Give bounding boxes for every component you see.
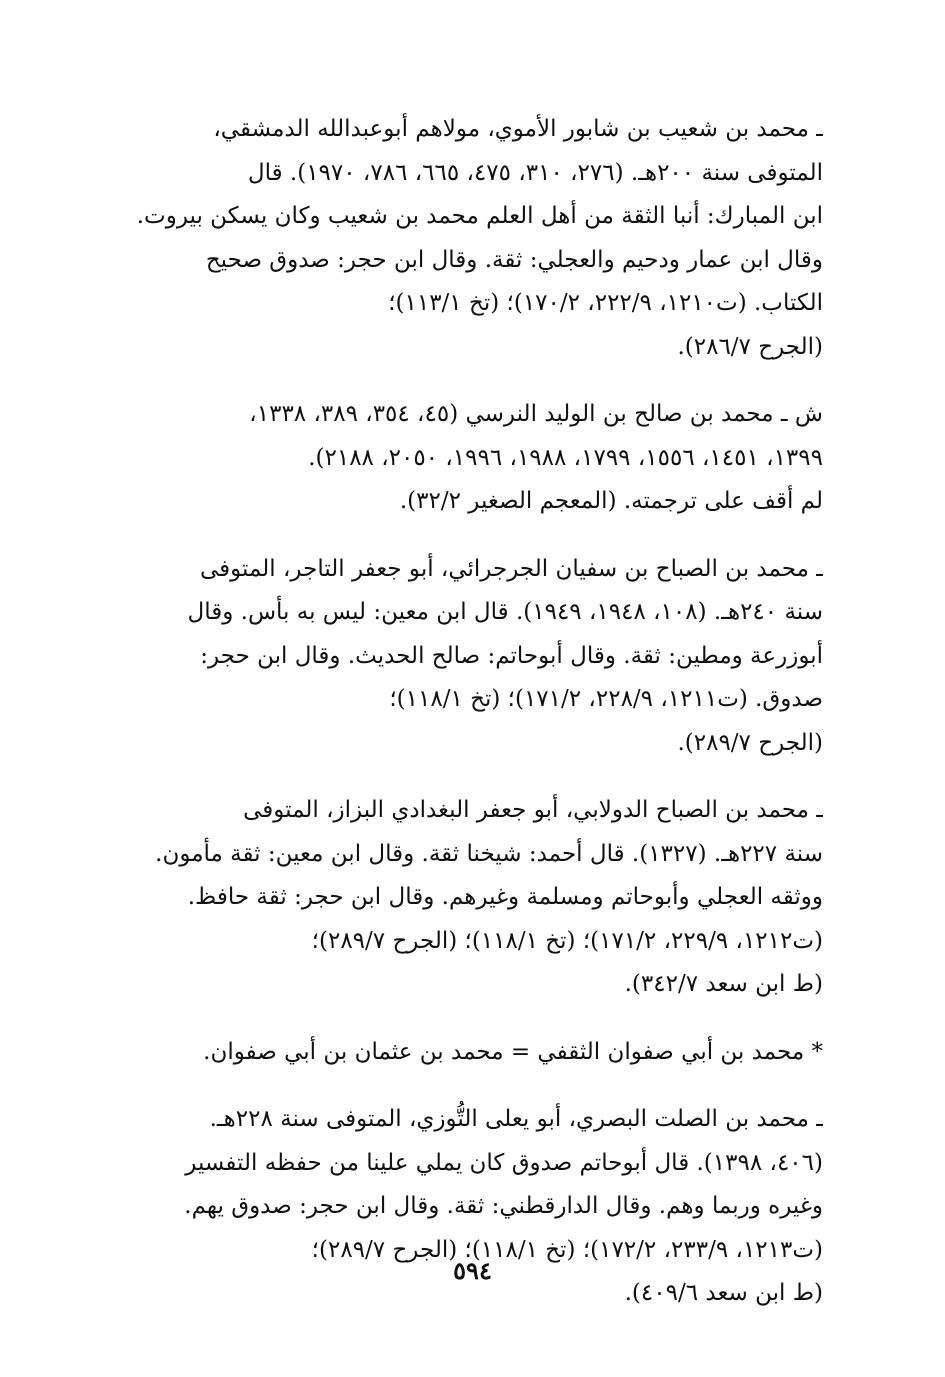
entry-line: أبوزرعة ومطين: ثقة. وقال أبوحاتم: صالح الحديث. وقال ابن حجر: [200,642,823,669]
entry-line: سنة ٢٢٧هـ. (١٣٢٧). قال أحمد: شيخنا ثقة. وقال ابن معين: ثقة مأمون. [155,840,823,867]
entry-line: (ت١٢١٣، ٢٣٣/٩، ١٧٢/٢)؛ (تخ ١١٨/١)؛ (الجرح ٢٨٩/٧)؛ [311,1236,823,1263]
entry-line: ووثقه العجلي وأبوحاتم ومسلمة وغيرهم. وقال ابن حجر: ثقة حافظ. [187,884,823,910]
biography-entry-sabbah-dulabi [122,789,823,1007]
entry-line: (ط ابن سعد ٤٠٩/٦). [624,1280,823,1306]
cross-reference-entry [122,1031,823,1075]
entry-line: صدوق. (ت١٢١١، ٢٢٨/٩، ١٧١/٢)؛ (تخ ١١٨/١)؛ [389,686,823,712]
entry-line: ابن المبارك: أنبا الثقة من أهل العلم محمد بن شعيب وكان يسكن بيروت. [136,203,823,229]
entry-line: (ت١٢١٢، ٢٢٩/٩، ١٧١/٢)؛ (تخ ١١٨/١)؛ (الجرح ٢٨٩/٧)؛ [311,927,823,954]
biography-entry-salih [122,393,823,524]
entry-line: ـ محمد بن شعيب بن شابور الأموي، مولاهم أبوعبدالله الدمشقي، [213,116,823,142]
entry-line: * محمد بن أبي صفوان الثقفي = محمد بن عثمان بن أبي صفوان. [203,1038,823,1065]
entry-line: ش ـ محمد بن صالح بن الوليد النرسي (٤٥، ٣٥٤، ٣٨٩، ١٣٣٨، [249,401,823,427]
entry-line: سنة ٢٤٠هـ. (١٠٨، ١٩٤٨، ١٩٤٩). قال ابن معين: ليس به بأس. وقال [187,599,823,625]
entry-line: الكتاب. (ت١٢١٠، ٢٢٢/٩، ١٧٠/٢)؛ (تخ ١١٣/١)؛ [388,290,823,316]
entry-line: ـ محمد بن الصباح بن سفيان الجرجرائي، أبو جعفر التاجر، المتوفى [200,555,823,582]
entry-line: المتوفى سنة ٢٠٠هـ. (٢٧٦، ٣١٠، ٤٧٥، ٦٦٥، ٧٨٦، ١٩٧٠). قال [247,159,823,186]
entry-line: ـ محمد بن الصباح الدولابي، أبو جعفر البغدادي البزاز، المتوفى [243,797,823,823]
biography-entry-sabbah-jarjarai [122,548,823,766]
entry-line: (الجرح ٢٨٩/٧). [677,729,823,756]
entry-line: (٤٠٦، ١٣٩٨). قال أبوحاتم صدوق كان يملي علينا من حفظه التفسير [185,1149,823,1176]
biography-entry-shuayb [122,108,823,369]
entry-line: ـ محمد بن الصلت البصري، أبو يعلى التُّوزي، المتوفى سنة ٢٢٨هـ. [209,1106,823,1132]
entry-line: (ط ابن سعد ٣٤٢/٧). [624,971,823,997]
entry-line: وقال ابن عمار ودحيم والعجلي: ثقة. وقال ابن حجر: صدوق صحيح [205,246,823,273]
entry-line: ١٣٩٩، ١٤٥١، ١٥٥٦، ١٧٩٩، ١٩٨٨، ١٩٩٦، ٢٠٥٠، ٢١٨٨). [308,444,823,471]
entry-line: وغيره وربما وهم. وقال الدارقطني: ثقة. وقال ابن حجر: صدوق يهم. [184,1193,823,1219]
page-number: ٥٩٤ [453,1256,492,1285]
entry-line: (الجرح ٢٨٦/٧). [677,333,823,360]
entry-line: لم أقف على ترجمته. (المعجم الصغير ٣٢/٢). [399,488,823,514]
